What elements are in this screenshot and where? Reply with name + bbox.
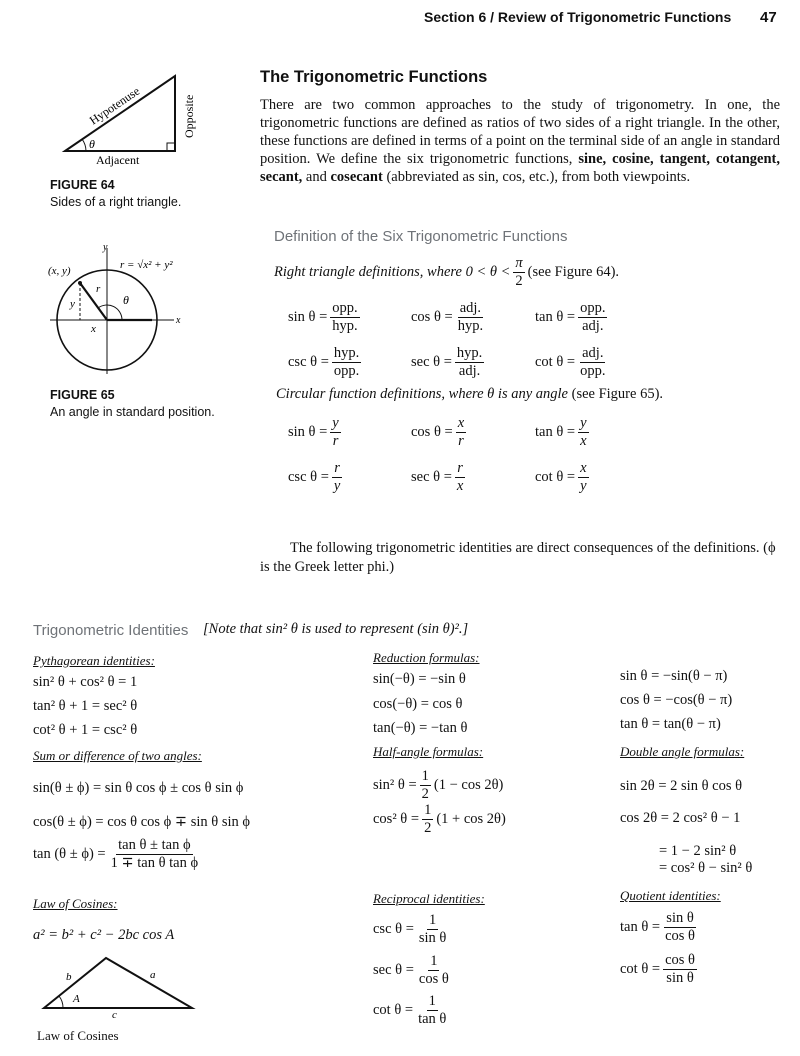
x-segment-label: x [91, 323, 96, 335]
red2-1: sin θ = −sin(θ − π) [620, 668, 728, 684]
side-c-label: c [112, 1009, 117, 1018]
half-2: cos² θ = $\frac{1}{2}$ (1 + cos 2θ) [373, 802, 506, 836]
side-b-label: b [66, 971, 72, 983]
quotient-title: Quotient identities: [620, 888, 721, 903]
red2-2: cos θ = −cos(θ − π) [620, 692, 733, 708]
definitions-title: Definition of the Six Trigonometric Functions [274, 228, 568, 245]
sum-1: sin(θ ± ϕ) = sin θ cos ϕ ± cos θ sin ϕ [33, 780, 244, 796]
r-label: r [96, 283, 101, 295]
quot-2: cot θ = $\frac{\text{cos θ}}{\text{sin θ}}$ [620, 952, 695, 986]
page-number: 47 [760, 9, 777, 26]
unit-circle-figure [40, 240, 240, 380]
theta-label: θ [123, 293, 129, 307]
y-axis-label: y [103, 242, 108, 253]
red-3: tan(−θ) = −tan θ [373, 720, 468, 736]
sum-tan: tan (θ ± ϕ) = $\frac{\text{tan θ ± tan ϕ}}{\text{1 ∓ tan θ tan ϕ}}$ [33, 837, 199, 871]
half-1: sin² θ = $\frac{1}{2}$ (1 − cos 2θ) [373, 768, 504, 802]
figure-65-title: FIGURE 65 [50, 388, 115, 402]
theta-label: θ [89, 137, 95, 151]
adjacent-label: Adjacent [96, 153, 140, 167]
section-title: The Trigonometric Functions [260, 68, 488, 86]
pyth-2: tan² θ + 1 = sec² θ [33, 698, 138, 714]
figure-65-caption: An angle in standard position. [50, 405, 215, 419]
sum-diff-title: Sum or difference of two angles: [33, 748, 202, 763]
double-angle-title: Double angle formulas: [620, 744, 745, 759]
def-sin: sin θ = $\frac{\text{opp.}}{\text{hyp.}}$ [288, 300, 358, 334]
point-label: (x, y) [48, 265, 71, 277]
double-4: = cos² θ − sin² θ [659, 860, 753, 876]
right-triangle-definitions-label: Right triangle definitions, where 0 < θ < $\frac{\pi}{2}$ (see Figure 64). [274, 255, 620, 289]
y-segment-label: y [70, 298, 75, 310]
law-of-cosines-triangle [40, 952, 200, 1018]
law-of-cosines-caption: Law of Cosines [37, 1028, 119, 1043]
double-1: sin 2θ = 2 sin θ cos θ [620, 778, 743, 794]
identities-note: [Note that sin² θ is used to represent (sin θ)².] [203, 621, 469, 637]
running-header: Section 6 / Review of Trigonometric Functions [424, 9, 732, 25]
x-axis-label: x [176, 315, 181, 326]
def-tan: tan θ = $\frac{\text{opp.}}{\text{adj.}}$ [535, 300, 606, 334]
right-triangle-figure [55, 68, 205, 174]
recip-3: cot θ = $\frac{1}{\text{tan θ}}$ [373, 993, 447, 1027]
figure-64-title: FIGURE 64 [50, 178, 115, 192]
circular-definitions-label: Circular function definitions, where θ is any angle (see Figure 65). [276, 386, 664, 402]
law-of-cosines-formula: a² = b² + c² − 2bc cos A [33, 927, 175, 943]
pyth-1: sin² θ + cos² θ = 1 [33, 674, 138, 690]
follow-text-line-2: is the Greek letter phi.) [260, 559, 395, 575]
opposite-label: Opposite [182, 94, 196, 138]
law-of-cosines-title: Law of Cosines: [33, 896, 118, 911]
pyth-3: cot² θ + 1 = csc² θ [33, 722, 138, 738]
sum-2: cos(θ ± ϕ) = cos θ cos ϕ ∓ sin θ sin ϕ [33, 814, 251, 830]
def-cos: cos θ = $\frac{\text{adj.}}{\text{hyp.}}$ [411, 300, 484, 334]
hypotenuse-label: Hypotenuse [86, 83, 143, 128]
reduction-title: Reduction formulas: [373, 650, 480, 665]
intro-paragraph: There are two common approaches to the study of trigonometry. In one, the trigonometric functions are defined as ratios of two sides of a right triangle. In the other, these functions are defined in terms of a point on the terminal side of an angle in standard position. We define the six trigonometric functions, sine, cosine, tangent, cotangent, secant, and cosecant (abbreviated as sin, cos, etc.), from both viewpoints. [260, 97, 780, 185]
recip-1: csc θ = $\frac{1}{\text{sin θ}}$ [373, 912, 447, 946]
def-sec: sec θ = $\frac{\text{hyp.}}{\text{adj.}}$ [411, 345, 483, 379]
def-cot: cot θ = $\frac{\text{adj.}}{\text{opp.}}$ [535, 345, 606, 379]
red-2: cos(−θ) = cos θ [373, 696, 463, 712]
circ-cot: cot θ = $\frac{x}{y}$ [535, 460, 587, 494]
reciprocal-title: Reciprocal identities: [373, 891, 485, 906]
circ-cos: cos θ = $\frac{x}{r}$ [411, 415, 465, 449]
follow-text-line-1: The following trigonometric identities are direct consequences of the definitions. (ϕ [290, 540, 776, 556]
circ-csc: csc θ = $\frac{r}{y}$ [288, 460, 341, 494]
pythagorean-title: Pythagorean identities: [33, 653, 155, 668]
red2-3: tan θ = tan(θ − π) [620, 716, 721, 732]
side-a-label: a [150, 969, 156, 981]
double-3: = 1 − 2 sin² θ [659, 843, 737, 859]
radius-equation: r = √x² + y² [120, 259, 173, 271]
recip-2: sec θ = $\frac{1}{\text{cos θ}}$ [373, 953, 449, 987]
half-angle-title: Half-angle formulas: [373, 744, 484, 759]
circ-tan: tan θ = $\frac{y}{x}$ [535, 415, 587, 449]
red-1: sin(−θ) = −sin θ [373, 671, 466, 687]
def-csc: csc θ = $\frac{\text{hyp.}}{\text{opp.}}$ [288, 345, 360, 379]
circ-sec: sec θ = $\frac{r}{x}$ [411, 460, 464, 494]
angle-a-label: A [73, 993, 80, 1005]
circ-sin: sin θ = $\frac{y}{r}$ [288, 415, 339, 449]
quot-1: tan θ = $\frac{\text{sin θ}}{\text{cos θ}}$ [620, 910, 695, 944]
identities-title: Trigonometric Identities [33, 622, 189, 639]
figure-64-caption: Sides of a right triangle. [50, 195, 182, 209]
double-2: cos 2θ = 2 cos² θ − 1 [620, 810, 741, 826]
